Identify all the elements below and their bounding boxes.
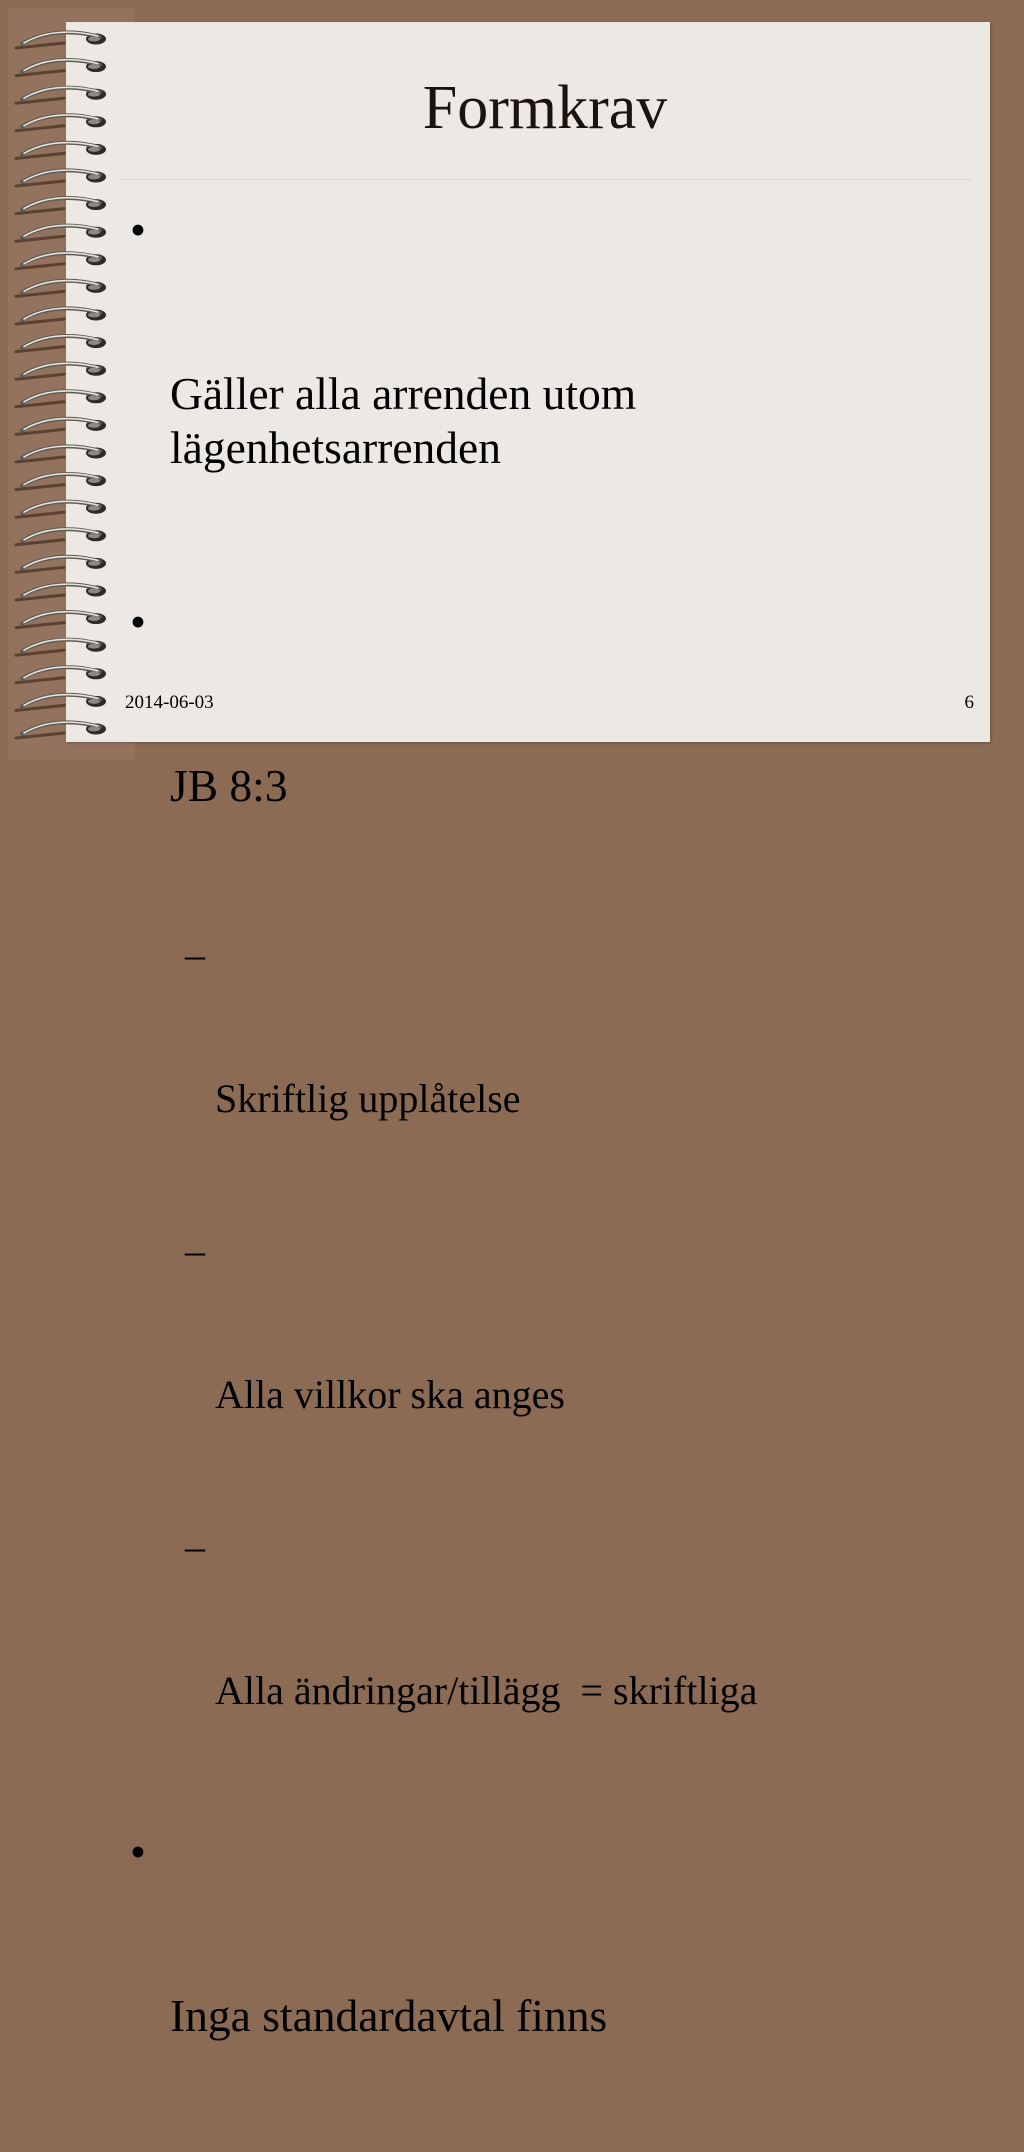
spiral-ring <box>16 60 106 76</box>
spiral-ring <box>16 170 106 186</box>
bullet-list <box>130 203 970 2152</box>
spiral-ring <box>16 308 106 324</box>
bullet-item <box>130 1825 970 2152</box>
spiral-ring <box>16 143 106 159</box>
spiral-binding <box>0 0 140 768</box>
spiral-ring <box>16 695 106 711</box>
spiral-ring <box>16 253 106 269</box>
spiral-ring <box>16 584 106 600</box>
spiral-ring <box>16 667 106 683</box>
dash-marker: – <box>185 1523 205 1569</box>
bullet-item <box>130 203 970 585</box>
spiral-ring <box>16 557 106 573</box>
dash-marker: – <box>185 931 205 977</box>
spiral-ring <box>16 474 106 490</box>
spiral-ring <box>16 639 106 655</box>
sub-bullet-text: Alla villkor ska anges <box>215 1371 565 1417</box>
spiral-ring <box>16 198 106 214</box>
sub-bullet-item <box>130 931 970 1219</box>
footer-date: 2014-06-03 <box>125 692 214 713</box>
spiral-ring <box>16 87 106 103</box>
bullet-marker: • <box>130 204 146 255</box>
slide-title: Formkrav <box>422 74 668 142</box>
spiral-ring <box>16 722 106 738</box>
spiral-ring <box>16 32 106 48</box>
bullet-text: Inga standardavtal finns <box>170 1989 608 2041</box>
bullet-item <box>130 595 970 923</box>
slide-number: 6 <box>964 692 974 713</box>
spiral-ring <box>16 225 106 241</box>
bullet-text: JB 8:3 <box>170 759 288 811</box>
spiral-ring <box>16 612 106 628</box>
sub-bullet-item <box>130 1523 970 1811</box>
spiral-ring <box>16 281 106 297</box>
spiral-ring <box>16 446 106 462</box>
bullet-text: Gäller alla arrenden utom lägenhetsarrenden <box>170 367 648 474</box>
bullet-marker: • <box>130 596 146 648</box>
spiral-ring <box>16 363 106 379</box>
sub-bullet-item <box>130 1227 970 1515</box>
bullet-marker: • <box>130 1825 146 1877</box>
spiral-ring <box>16 391 106 407</box>
sub-bullet-text: Alla ändringar/tillägg = skriftliga <box>215 1667 758 1713</box>
spiral-ring <box>16 419 106 435</box>
spiral-ring <box>16 529 106 545</box>
spiral-ring <box>16 336 106 352</box>
spiral-ring <box>16 501 106 517</box>
sub-bullet-text: Skriftlig upplåtelse <box>215 1075 521 1121</box>
spiral-ring <box>16 115 106 131</box>
title-divider <box>120 179 972 180</box>
dash-marker: – <box>185 1227 205 1273</box>
